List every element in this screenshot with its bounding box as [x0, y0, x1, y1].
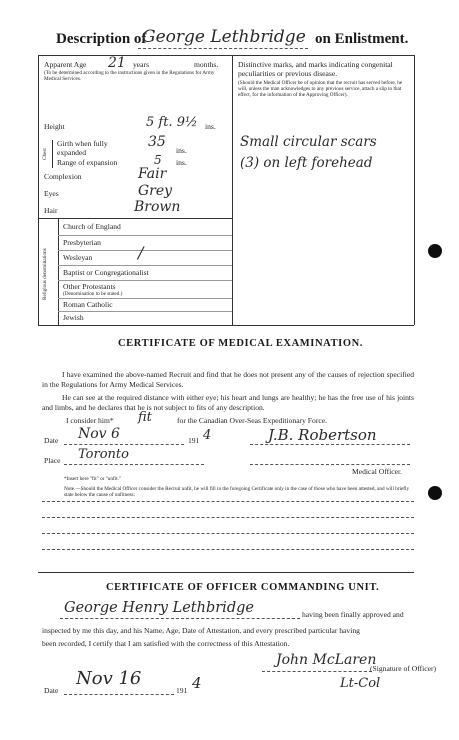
right-border: [414, 55, 415, 325]
top-section-bottom-rule: [38, 325, 414, 326]
title-prefix: Description of: [56, 31, 147, 47]
religion-side-label: Religious denominations: [42, 248, 48, 300]
commanding-line2: inspected by me this day, and his Name, Age, Date of Attestation, and every prescribed particular having: [42, 626, 360, 635]
hair-value: Brown: [134, 199, 181, 215]
medical-heading: CERTIFICATE OF MEDICAL EXAMINATION.: [118, 338, 364, 349]
name-underline: [138, 48, 308, 49]
girth-label: Girth when fully expanded: [57, 139, 108, 157]
place-label: Place: [44, 456, 61, 465]
religion-rule-5: [58, 298, 232, 299]
left-border: [38, 55, 39, 325]
religion-rule-4: [58, 280, 232, 281]
title-suffix: on Enlistment.: [315, 31, 409, 47]
commanding-signature: John McLaren: [276, 652, 377, 668]
height-ins: ins.: [205, 122, 216, 131]
religion-item-6: Roman Catholic: [63, 300, 113, 309]
religion-rule-1: [58, 235, 232, 236]
commanding-signature-line: [262, 671, 372, 672]
medical-bottom-rule: [38, 572, 414, 573]
marks-hand-line1: Small circular scars: [240, 134, 377, 150]
commanding-year-hand: 4: [192, 674, 202, 692]
place-value: Toronto: [78, 447, 129, 462]
punch-hole-bottom: [428, 486, 442, 500]
commanding-date-value: Nov 16: [76, 668, 142, 689]
complexion-label: Complexion: [44, 172, 82, 181]
religion-item-1: Church of England: [63, 222, 121, 231]
years-label: years: [133, 60, 150, 69]
religion-item-7: Jewish: [63, 313, 84, 322]
chest-bracket: [52, 140, 53, 168]
commanding-name-line: [60, 618, 300, 619]
commanding-date-label: Date: [44, 686, 59, 695]
unfit-line-2: [42, 517, 414, 518]
girth-ins: ins.: [176, 146, 187, 155]
consider-suffix: for the Canadian Over-Seas Expeditionary Force.: [177, 416, 327, 425]
place-line: [64, 464, 204, 465]
header-rule: [38, 55, 414, 56]
commanding-heading: CERTIFICATE OF OFFICER COMMANDING UNIT.: [106, 582, 380, 593]
commanding-line3: been recorded, I certify that I am satisfied with the correctness of this Attestation.: [42, 639, 290, 648]
medical-officer-line: [250, 464, 410, 465]
medical-para2: He can see at the required distance with either eye; his heart and lungs are healthy; he has the free use of his joints and limbs, and he declares that he is not subject to fits of any description.: [42, 393, 414, 412]
eyes-label: Eyes: [44, 189, 59, 198]
commanding-rank: Lt-Col: [340, 676, 381, 691]
unfit-note: Note.—Should the Medical Officer consider the Recruit unfit, he will fill in the foregoing Certificate only in the case of those who have been attested, and will briefly state below the cause of unfitness:: [64, 486, 410, 498]
religion-rule-2: [58, 250, 232, 251]
punch-hole-top: [428, 244, 442, 258]
medical-date-value: Nov 6: [78, 426, 120, 442]
hair-label: Hair: [44, 206, 58, 215]
commanding-year-printed: 191: [176, 686, 188, 695]
religion-mark: /: [138, 243, 144, 262]
fit-note: *Insert here "fit" or "unfit.": [64, 476, 122, 482]
age-value: 21: [108, 55, 126, 71]
religion-item-2: Presbyterian: [63, 238, 101, 247]
religion-item-5-note: (Denomination to be stated.): [63, 291, 123, 297]
medical-signature: J.B. Robertson: [268, 426, 377, 444]
commanding-signature-label: (Signature of Officer): [370, 664, 437, 673]
height-label: Height: [44, 122, 65, 131]
commanding-line1-suffix: having been finally approved and: [302, 610, 404, 619]
range-label: Range of expansion: [57, 158, 118, 167]
girth-value: 35: [148, 134, 166, 150]
religion-top-rule: [38, 218, 232, 219]
medical-officer-label: Medical Officer.: [352, 467, 403, 476]
medical-date-label: Date: [44, 436, 59, 445]
medical-year-printed: 191: [188, 436, 200, 445]
column-divider: [232, 55, 233, 325]
marks-heading: Distinctive marks, and marks indicating congenital peculiarities or previous disease.: [238, 60, 393, 78]
unfit-line-3: [42, 533, 414, 534]
medical-signature-line: [250, 444, 410, 445]
age-note: (To be determined according to the instructions given in the Regulations for Army Medical Services.: [44, 70, 215, 82]
religion-item-4: Baptist or Congregationalist: [63, 268, 149, 277]
marks-hand-line2: (3) on left forehead: [240, 155, 373, 171]
height-value: 5 ft. 9½: [146, 115, 198, 130]
chest-label: Chest: [42, 148, 48, 160]
unfit-line-1: [42, 501, 414, 502]
religion-item-3: Wesleyan: [63, 253, 93, 262]
range-value: 5: [154, 153, 162, 167]
range-ins: ins.: [176, 158, 187, 167]
commanding-date-line: [64, 694, 174, 695]
consider-value: fit: [138, 410, 152, 425]
medical-para1: I have examined the above-named Recruit and find that he does not present any of the causes of rejection specified in the Regulations for Army Medical Services.: [42, 370, 414, 389]
apparent-age-label: Apparent Age: [44, 60, 87, 69]
commanding-name: George Henry Lethbridge: [64, 600, 254, 616]
complexion-value: Fair: [138, 166, 167, 182]
medical-date-line: [64, 444, 184, 445]
religion-item-5: Other Protestants: [63, 282, 116, 291]
marks-note: (Should the Medical Officer be of opinion that the recruit has served before, he will, unless the man acknowledges to any previous service, attach a slip to that effect, for the information of the Approving Officer).: [238, 80, 403, 98]
religion-rule-3: [58, 265, 232, 266]
religion-rule-6: [58, 311, 232, 312]
consider-prefix: I consider him*: [66, 416, 114, 425]
unfit-line-4: [42, 549, 414, 550]
medical-year-hand: 4: [203, 428, 212, 443]
recruit-name: George Lethbridge: [142, 27, 306, 47]
eyes-value: Grey: [138, 183, 173, 199]
months-label: months.: [194, 60, 219, 69]
